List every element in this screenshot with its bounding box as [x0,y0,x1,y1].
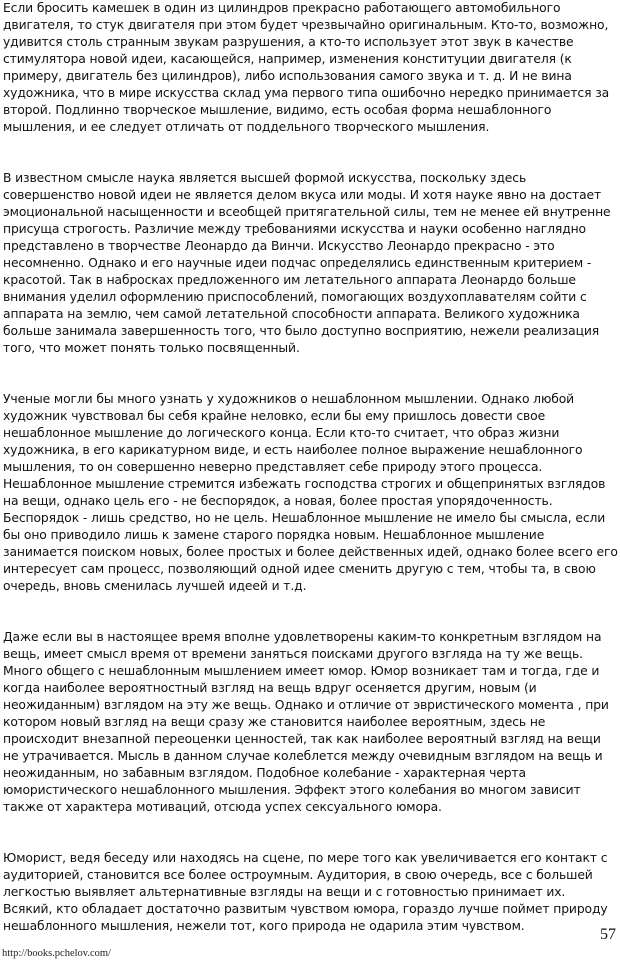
paragraph-6: Всякий, кто обладает достаточно развитым чувством юмора, гораздо лучше поймет природу нешаблонного мышления, нежели тот, кого природа не одарила этим чувством. [3,902,608,933]
paragraph-gap [3,357,618,391]
page-text [3,0,618,935]
paragraph-5: Юморист, ведя беседу или находясь на сцене, по мере того как увеличивается его контакт с аудиторией, становится все более остроумным. Аудитория, в свою очередь, все с большей легкостью выявляет альтернативные взгляды на вещи и с готовностью принимает их. [3,851,608,899]
footer-url-link[interactable]: http://books.pchelov.com/ [2,948,111,959]
paragraph-gap [3,816,618,850]
page-number: 57 [600,926,616,943]
paragraph-4: Даже если вы в настоящее время вполне удовлетворены каким-то конкретным взглядом на вещь, имеет смысл время от времени заняться поисками другого взгляда на ту же вещь. Много общего с нешаблонным мышлением имеет юмор. Юмор возникает там и тогда, где и когда наиболее вероятностный взгляд на вещь вдруг осеняется другим, новым (и неожиданным) взглядом на эту же вещь. Однако и отличие от эвристического момента , при котором новый взгляд на вещи сразу же становится наиболее вероятным, здесь не происходит внезапной переоценки ценностей, так как наиболее вероятный взгляд на вещи не утрачивается. Мысль в данном случае колеблется между очевидным взглядом на вещь и неожиданным, но забавным взглядом. Подобное колебание - характерная черта юмористического нешаблонного мышления. Эффект этого колебания во многом зависит также от характера мотиваций, отсюда успех сексуального юмора. [3,630,609,814]
paragraph-3: Ученые могли бы много узнать у художников о нешаблонном мышлении. Однако любой художник чувствовал бы себя крайне неловко, если бы ему пришлось довести свое нешаблонное мышление до логического конца. Если кто-то считает, что образ жизни художника, в его карикатурном виде, и есть наиболее полное выражение нешаблонного мышления, то он совершенно неверно представляет себе природу этого процесса. Нешаблонное мышление стремится избежать господства строгих и общепринятых взглядов на вещи, однако цель его - не беспорядок, а новая, более простая упорядоченность. Беспорядок - лишь средство, но не цель. Нешаблонное мышление не имело бы смысла, если бы оно приводило лишь к замене старого порядка новым. Нешаблонное мышление занимается поиском новых, более простых и более действенных идей, однако более всего его интересует сам процесс, позволяющий одной идее сменить другую с тем, чтобы та, в свою очередь, вновь сменилась лучшей идеей и т.д. [3,392,618,593]
paragraph-gap [3,136,618,170]
paragraph-1: Если бросить камешек в один из цилиндров прекрасно работающего автомобильного двигателя, то стук двигателя при этом будет чрезвычайно оригинальным. Кто-то, возможно, удивится столь странным звукам разрушения, а кто-то использует этот звук в качестве стимулятора новой идеи, касающейся, например, изменения конституции двигателя (к примеру, двигатель без цилиндров), либо использования самого звука и т. д. И не вина художника, что в мире искусства склад ума первого типа ошибочно нередко принимается за второй. Подлинно творческое мышление, видимо, есть особая форма нешаблонного мышления, и ее следует отличать от поддельного творческого мышления. [3,1,610,134]
paragraph-gap [3,595,618,629]
paragraph-2: В известном смысле наука является высшей формой искусства, поскольку здесь совершенство новой идеи не является делом вкуса или моды. И хотя науке явно на достает эмоциональной насыщенности и всеобщей притягательной силы, тем не менее ей внутренне присуща строгость. Различие между требованиями искусства и науки особенно наглядно представлено в творчестве Леонардо да Винчи. Искусство Леонардо прекрасно - это несомненно. Однако и его научные идеи подчас определялись единственным критерием - красотой. Так в набросках предложенного им летательного аппарата Леонардо больше внимания уделил оформлению приспособлений, помогающих воздухоплавателям сойти с аппарата на землю, чем самой летательной способности аппарата. Великого художника больше занимала завершенность того, что было доступно восприятию, нежели реализация того, что может понять только посвященный. [3,171,611,355]
